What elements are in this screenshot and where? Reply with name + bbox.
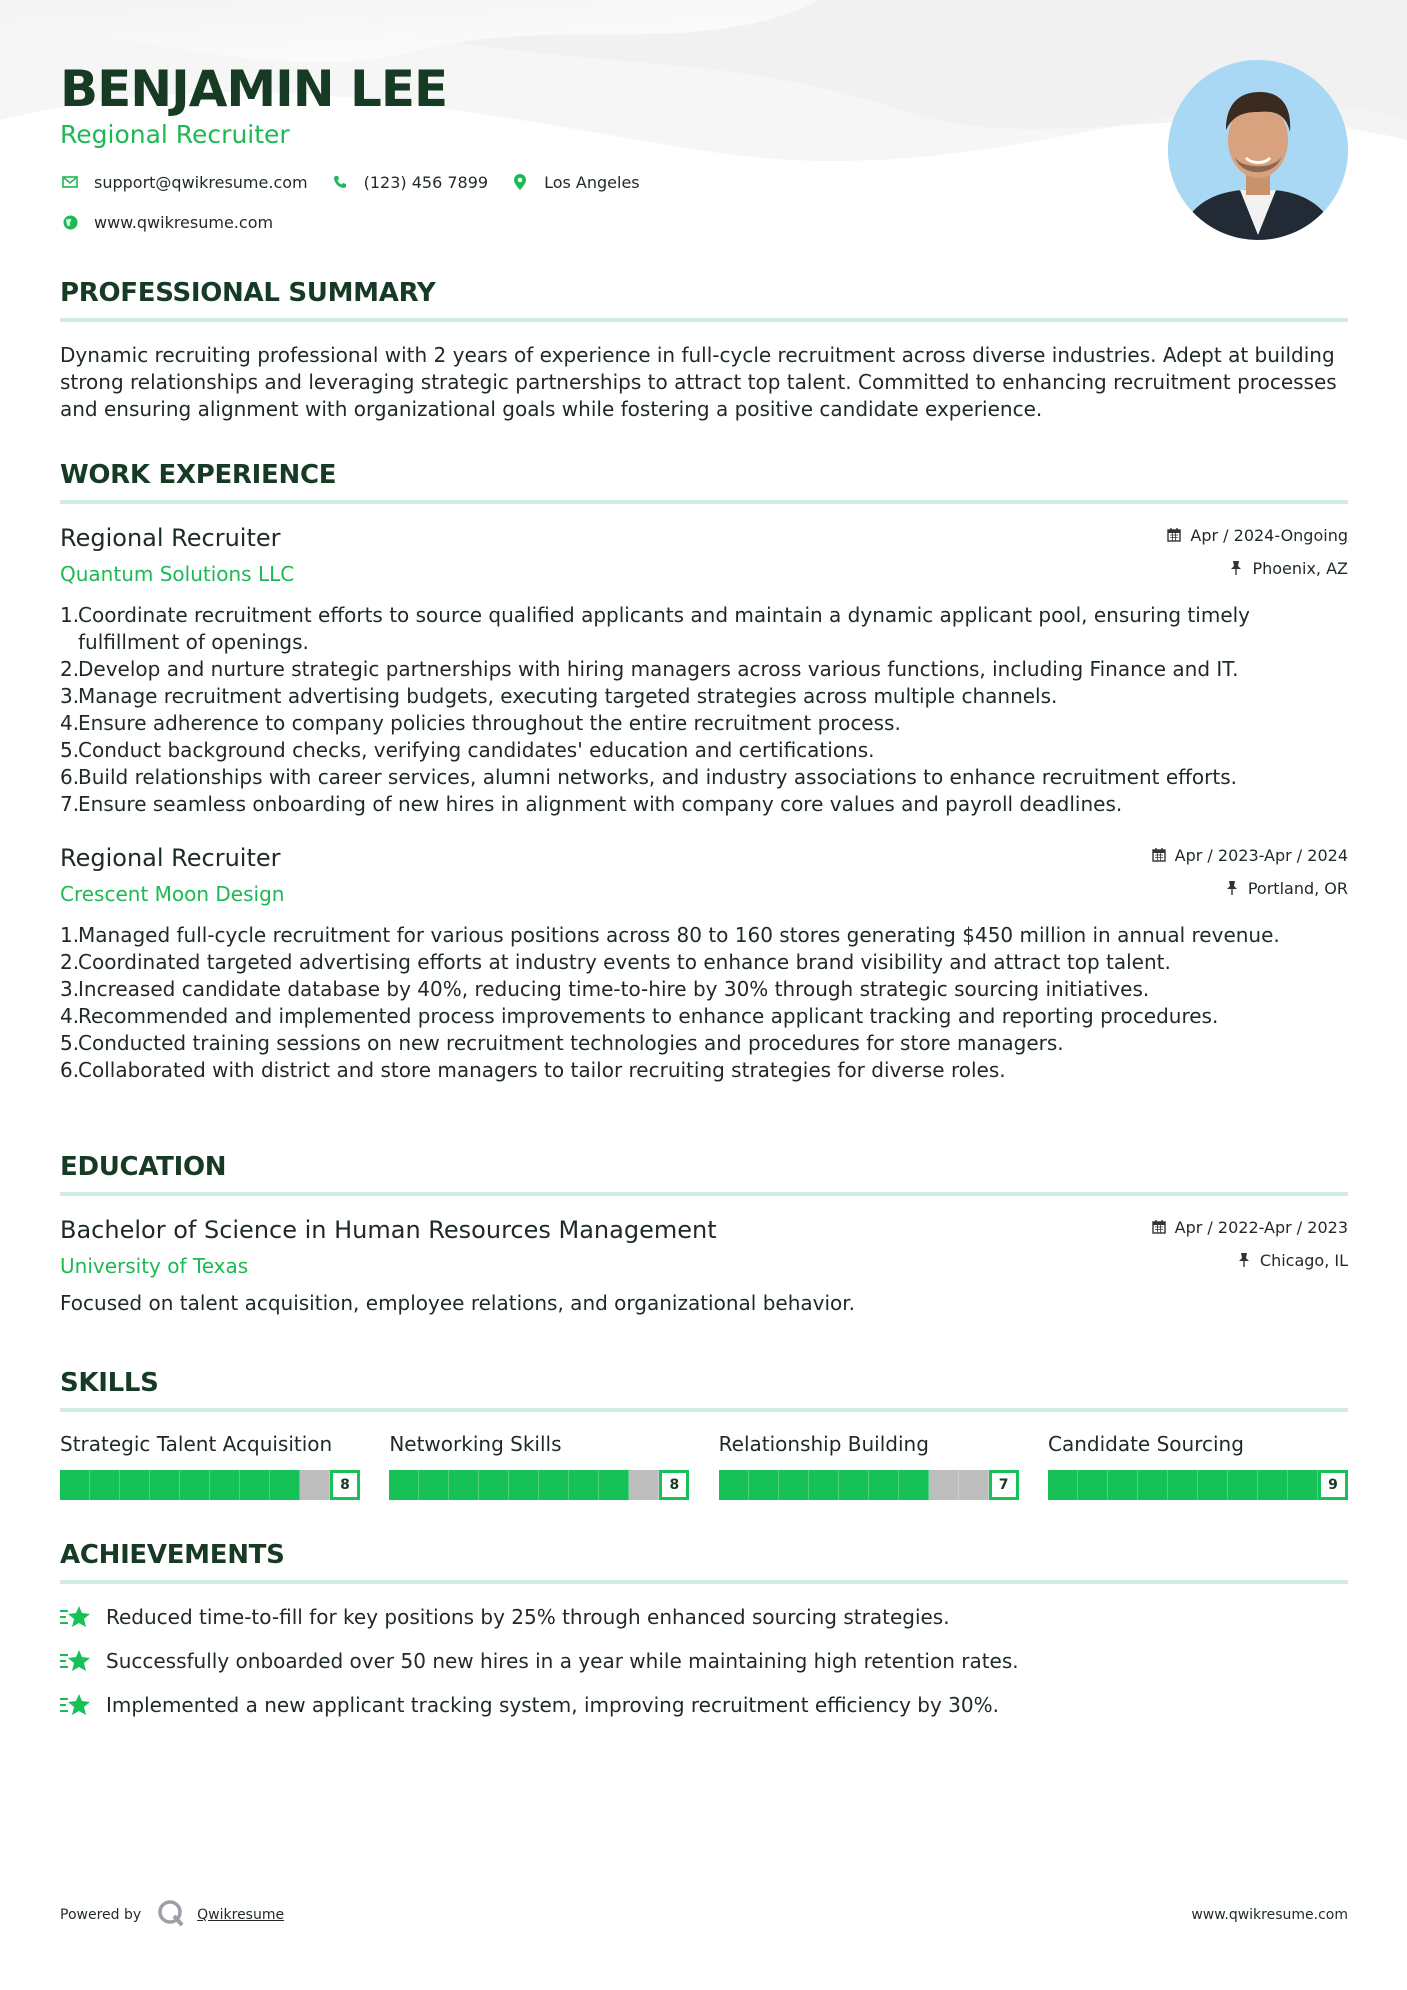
candidate-name: BENJAMIN LEE bbox=[60, 60, 448, 118]
avatar bbox=[1168, 60, 1348, 240]
duty-list bbox=[60, 602, 1348, 818]
skill-bar-segment bbox=[449, 1470, 479, 1500]
company-name: Quantum Solutions LLC bbox=[60, 562, 295, 586]
education-entry bbox=[60, 1216, 1348, 1317]
job-dates: Apr / 2024-Ongoing bbox=[1190, 525, 1348, 545]
job-entry bbox=[60, 844, 1348, 1084]
list-item: 5. Conducted training sessions on new recruitment technologies and procedures for store managers. bbox=[60, 1031, 1064, 1055]
powered-by-label: Powered by bbox=[60, 1907, 142, 1923]
skills-row bbox=[60, 1432, 1348, 1500]
skill-bar-segment bbox=[90, 1470, 120, 1500]
list-item: 6. Build relationships with career services, alumni networks, and industry associations to enhance recruitment efforts. bbox=[60, 765, 1237, 789]
pushpin-icon bbox=[1228, 561, 1244, 575]
achievements-heading: ACHIEVEMENTS bbox=[60, 1540, 285, 1570]
skill-bar-segment bbox=[569, 1470, 599, 1500]
skill-bar-segment bbox=[120, 1470, 150, 1500]
achievement-text: Successfully onboarded over 50 new hires in a year while maintaining high retention rates. bbox=[106, 1649, 1019, 1673]
skill-bar-segment bbox=[869, 1470, 899, 1500]
achievement-item bbox=[60, 1606, 1348, 1628]
job-location: Portland, OR bbox=[1247, 878, 1348, 898]
skill-bar-segment bbox=[1168, 1470, 1198, 1500]
star-list-icon bbox=[60, 1649, 94, 1673]
candidate-title: Regional Recruiter bbox=[60, 120, 290, 149]
skill-bar-segment bbox=[419, 1470, 449, 1500]
skill-bar-segment bbox=[509, 1470, 539, 1500]
contact-email bbox=[60, 171, 308, 193]
skill-bar-segment bbox=[539, 1470, 569, 1500]
map-pin-icon bbox=[510, 174, 530, 190]
skill-bar bbox=[719, 1470, 1019, 1500]
skill-bar-segment bbox=[1258, 1470, 1288, 1500]
education-meta bbox=[1151, 1216, 1348, 1271]
achievements-section bbox=[60, 1540, 1348, 1716]
footer-website[interactable]: www.qwikresume.com bbox=[1191, 1907, 1348, 1923]
skill-bar-segment bbox=[779, 1470, 809, 1500]
skill-bar-segment bbox=[599, 1470, 629, 1500]
skill-label: Candidate Sourcing bbox=[1047, 1432, 1244, 1456]
phone-icon bbox=[330, 174, 350, 190]
duty-list bbox=[60, 922, 1348, 1084]
list-item: 1. Managed full-cycle recruitment for various positions across 80 to 160 stores generating $450 million in annual revenue. bbox=[60, 923, 1280, 947]
skill-bar-segment bbox=[899, 1470, 929, 1500]
star-list-icon bbox=[60, 1693, 94, 1717]
skill-item bbox=[60, 1432, 360, 1500]
skill-bar-segment bbox=[719, 1470, 749, 1500]
skill-bar-segment bbox=[629, 1470, 659, 1500]
skill-bar-segment bbox=[1048, 1470, 1078, 1500]
experience-heading: WORK EXPERIENCE bbox=[60, 460, 337, 490]
skill-bar-segment bbox=[929, 1470, 959, 1500]
list-item: 4. Recommended and implemented process improvements to enhance applicant tracking and reporting procedures. bbox=[60, 1004, 1219, 1028]
calendar-icon bbox=[1166, 528, 1182, 542]
job-location: Phoenix, AZ bbox=[1252, 558, 1348, 578]
skills-section bbox=[60, 1368, 1348, 1500]
education-heading: EDUCATION bbox=[60, 1152, 227, 1182]
resume-header bbox=[60, 60, 1060, 233]
summary-heading: PROFESSIONAL SUMMARY bbox=[60, 278, 436, 308]
achievement-item bbox=[60, 1650, 1348, 1672]
skill-level: 9 bbox=[1318, 1470, 1348, 1500]
calendar-icon bbox=[1151, 1220, 1167, 1234]
pushpin-icon bbox=[1236, 1253, 1252, 1267]
skill-bar-segment bbox=[1078, 1470, 1108, 1500]
education-dates: Apr / 2022-Apr / 2023 bbox=[1174, 1217, 1348, 1237]
contact-website bbox=[60, 211, 738, 233]
job-entry bbox=[60, 524, 1348, 818]
phone-text: (123) 456 7899 bbox=[363, 172, 489, 192]
achievement-text: Implemented a new applicant tracking system, improving recruitment efficiency by 30%. bbox=[106, 1693, 999, 1717]
star-list-icon bbox=[60, 1605, 94, 1629]
skill-label: Relationship Building bbox=[718, 1432, 929, 1456]
job-meta bbox=[1151, 844, 1348, 899]
envelope-icon bbox=[60, 174, 80, 190]
job-title: Regional Recruiter bbox=[60, 524, 281, 552]
summary-section bbox=[60, 278, 1348, 423]
skill-bar bbox=[1048, 1470, 1348, 1500]
skill-bar-segment bbox=[959, 1470, 989, 1500]
skill-bar-segment bbox=[809, 1470, 839, 1500]
skill-bar-segment bbox=[180, 1470, 210, 1500]
skills-heading: SKILLS bbox=[60, 1368, 159, 1398]
job-dates: Apr / 2023-Apr / 2024 bbox=[1174, 845, 1348, 865]
list-item: 3. Increased candidate database by 40%, reducing time-to-hire by 30% through strategic sourcing initiatives. bbox=[60, 977, 1150, 1001]
pushpin-icon bbox=[1224, 881, 1240, 895]
list-item: 3. Manage recruitment advertising budgets, executing targeted strategies across multiple channels. bbox=[60, 684, 1058, 708]
list-item: 1. Coordinate recruitment efforts to source qualified applicants and maintain a dynamic applicant pool, ensuring timely fulfillment of openings. bbox=[60, 603, 1251, 654]
skill-bar-segment bbox=[150, 1470, 180, 1500]
list-item: 7. Ensure seamless onboarding of new hires in alignment with company core values and payroll deadlines. bbox=[60, 792, 1123, 816]
job-title: Regional Recruiter bbox=[60, 844, 281, 872]
education-location: Chicago, IL bbox=[1259, 1250, 1348, 1270]
education-section bbox=[60, 1152, 1348, 1317]
skill-bar-segment bbox=[1138, 1470, 1168, 1500]
skill-bar-segment bbox=[1198, 1470, 1228, 1500]
section-divider bbox=[60, 500, 1348, 504]
achievement-item bbox=[60, 1694, 1348, 1716]
contact-phone bbox=[330, 171, 488, 193]
calendar-icon bbox=[1151, 848, 1167, 862]
skill-bar-segment bbox=[60, 1470, 90, 1500]
skill-level: 8 bbox=[659, 1470, 689, 1500]
list-item: 2. Coordinated targeted advertising efforts at industry events to enhance brand visibility and attract top talent. bbox=[60, 950, 1171, 974]
education-description: Focused on talent acquisition, employee relations, and organizational behavior. bbox=[60, 1291, 855, 1315]
skill-label: Strategic Talent Acquisition bbox=[60, 1432, 333, 1456]
experience-section bbox=[60, 460, 1348, 1084]
list-item: 2. Develop and nurture strategic partnerships with hiring managers across various functions, including Finance and IT. bbox=[60, 657, 1239, 681]
school-name: University of Texas bbox=[60, 1254, 249, 1278]
list-item: 6. Collaborated with district and store managers to tailor recruiting strategies for diverse roles. bbox=[60, 1058, 1006, 1082]
skill-bar-segment bbox=[1228, 1470, 1258, 1500]
location-text: Los Angeles bbox=[544, 172, 640, 192]
skill-item bbox=[389, 1432, 689, 1500]
degree-title: Bachelor of Science in Human Resources Management bbox=[60, 1216, 717, 1244]
skill-bar-segment bbox=[1108, 1470, 1138, 1500]
section-divider bbox=[60, 1580, 1348, 1584]
website-text[interactable]: www.qwikresume.com bbox=[94, 212, 274, 232]
list-item: 5. Conduct background checks, verifying candidates' education and certifications. bbox=[60, 738, 875, 762]
skill-bar-segment bbox=[389, 1470, 419, 1500]
email-text[interactable]: support@qwikresume.com bbox=[94, 172, 308, 192]
contact-location bbox=[510, 171, 640, 193]
company-name: Crescent Moon Design bbox=[60, 882, 285, 906]
skill-bar bbox=[389, 1470, 689, 1500]
skill-level: 8 bbox=[330, 1470, 360, 1500]
skill-bar-segment bbox=[270, 1470, 300, 1500]
skill-bar-segment bbox=[479, 1470, 509, 1500]
skill-bar-segment bbox=[300, 1470, 330, 1500]
skill-label: Networking Skills bbox=[389, 1432, 562, 1456]
skill-bar-segment bbox=[839, 1470, 869, 1500]
section-divider bbox=[60, 318, 1348, 322]
section-divider bbox=[60, 1192, 1348, 1196]
skill-bar-segment bbox=[240, 1470, 270, 1500]
list-item: 4. Ensure adherence to company policies throughout the entire recruitment process. bbox=[60, 711, 901, 735]
footer bbox=[60, 1900, 1348, 1930]
skill-bar bbox=[60, 1470, 360, 1500]
skill-item bbox=[719, 1432, 1019, 1500]
achievement-text: Reduced time-to-fill for key positions by 25% through enhanced sourcing strategies. bbox=[106, 1605, 950, 1629]
globe-icon bbox=[60, 214, 80, 230]
summary-text: Dynamic recruiting professional with 2 years of experience in full-cycle recruitment across diverse industries. Adept at building strong relationships and leveraging strategic partnerships to attract top talent. Committed to enhancing recruitment processes and ensuring alignment with organizational goals while fostering a positive candidate experience. bbox=[60, 343, 1337, 421]
skill-item bbox=[1048, 1432, 1348, 1500]
job-meta bbox=[1166, 524, 1348, 579]
section-divider bbox=[60, 1408, 1348, 1412]
contact-list bbox=[60, 171, 760, 233]
skill-bar-segment bbox=[1288, 1470, 1318, 1500]
brand-link[interactable]: Qwikresume bbox=[197, 1907, 285, 1923]
qwikresume-logo-icon bbox=[157, 1899, 185, 1931]
skill-bar-segment bbox=[210, 1470, 240, 1500]
skill-level: 7 bbox=[989, 1470, 1019, 1500]
skill-bar-segment bbox=[749, 1470, 779, 1500]
